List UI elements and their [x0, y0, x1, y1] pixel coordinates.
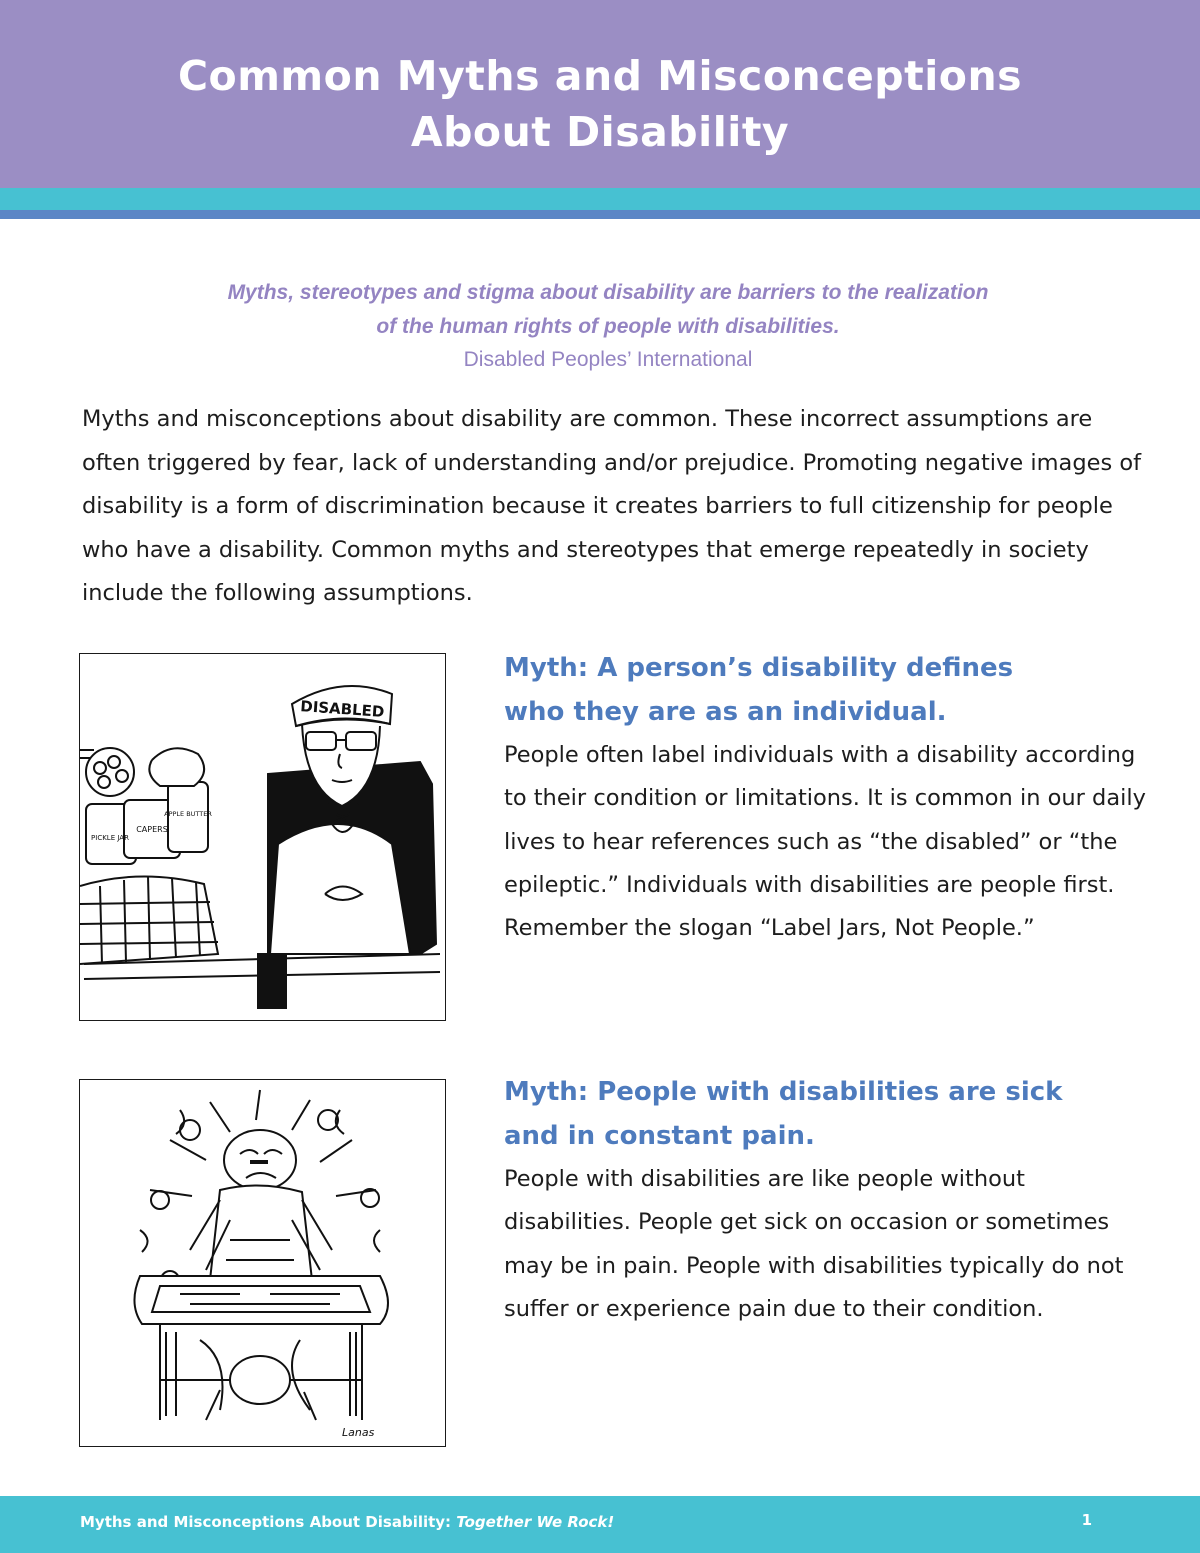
- illustration-sick-person: [79, 1079, 446, 1447]
- myth-1-heading-line-1: Myth: A person’s disability defines: [504, 653, 1014, 683]
- myth-2-heading-line-1: Myth: People with disabilities are sick: [504, 1077, 1063, 1107]
- quote-line-2: of the human rights of people with disabilities.: [376, 315, 840, 338]
- footer-bar: [0, 1496, 1200, 1553]
- footer-title-main: Myths and Misconceptions About Disability:: [80, 1513, 457, 1531]
- page-title: [0, 48, 1200, 160]
- page-title-line-2: About Disability: [410, 108, 790, 156]
- illustration-labeled-person: [79, 653, 446, 1021]
- header-banner: [0, 0, 1200, 188]
- myth-section-2: [504, 1070, 1154, 1331]
- header-stripe-blue: [0, 210, 1200, 219]
- header-stripe-teal: [0, 188, 1200, 210]
- myth-2-heading-line-2: and in constant pain.: [504, 1121, 815, 1151]
- epigraph-quote: [60, 276, 1156, 376]
- jar-label-capers: CAPERS: [136, 825, 168, 834]
- jar-label-apple: APPLE BUTTER: [164, 810, 212, 818]
- myth-2-heading: [504, 1070, 1154, 1158]
- artist-signature: Lanas: [342, 1426, 375, 1439]
- page-title-line-1: Common Myths and Misconceptions: [177, 52, 1023, 100]
- jar-label-pickle: PICKLE JAR: [91, 834, 129, 842]
- quote-source: Disabled Peoples’ International: [463, 348, 753, 371]
- quote-line-1: Myths, stereotypes and stigma about disability are barriers to the realization: [227, 281, 989, 304]
- footer-title: [80, 1512, 614, 1532]
- hat-label: DISABLED: [299, 697, 385, 721]
- footer-subtitle: Together We Rock!: [456, 1513, 615, 1531]
- page-number: 1: [1081, 1511, 1092, 1529]
- myth-2-body: People with disabilities are like people without disabilities. People get sick on occasion or sometimes may be in pain. People with disabilities typically do not suffer or experience pain due to their condition.: [504, 1166, 1124, 1322]
- intro-paragraph: Myths and misconceptions about disability are common. These incorrect assumptions are often triggered by fear, lack of understanding and/or prejudice. Promoting negative images of disability is a form of discrimination because it creates barriers to full citizenship for people who have a disability. Common myths and stereotypes that emerge repeatedly in society include the following assumptions.: [82, 406, 1142, 606]
- cartoon-disabled-hat: [80, 654, 445, 1020]
- myth-1-heading: [504, 646, 1154, 734]
- myth-section-1: [504, 646, 1154, 950]
- myth-1-heading-line-2: who they are as an individual.: [504, 697, 947, 727]
- myth-1-body: People often label individuals with a disability according to their condition or limitations. It is common in our daily lives to hear references such as “the disabled” or “the epileptic.” Individuals with disabilities are people first. Remember the slogan “Label Jars, Not People.”: [504, 742, 1146, 942]
- cartoon-wheelchair-pain: [80, 1080, 445, 1446]
